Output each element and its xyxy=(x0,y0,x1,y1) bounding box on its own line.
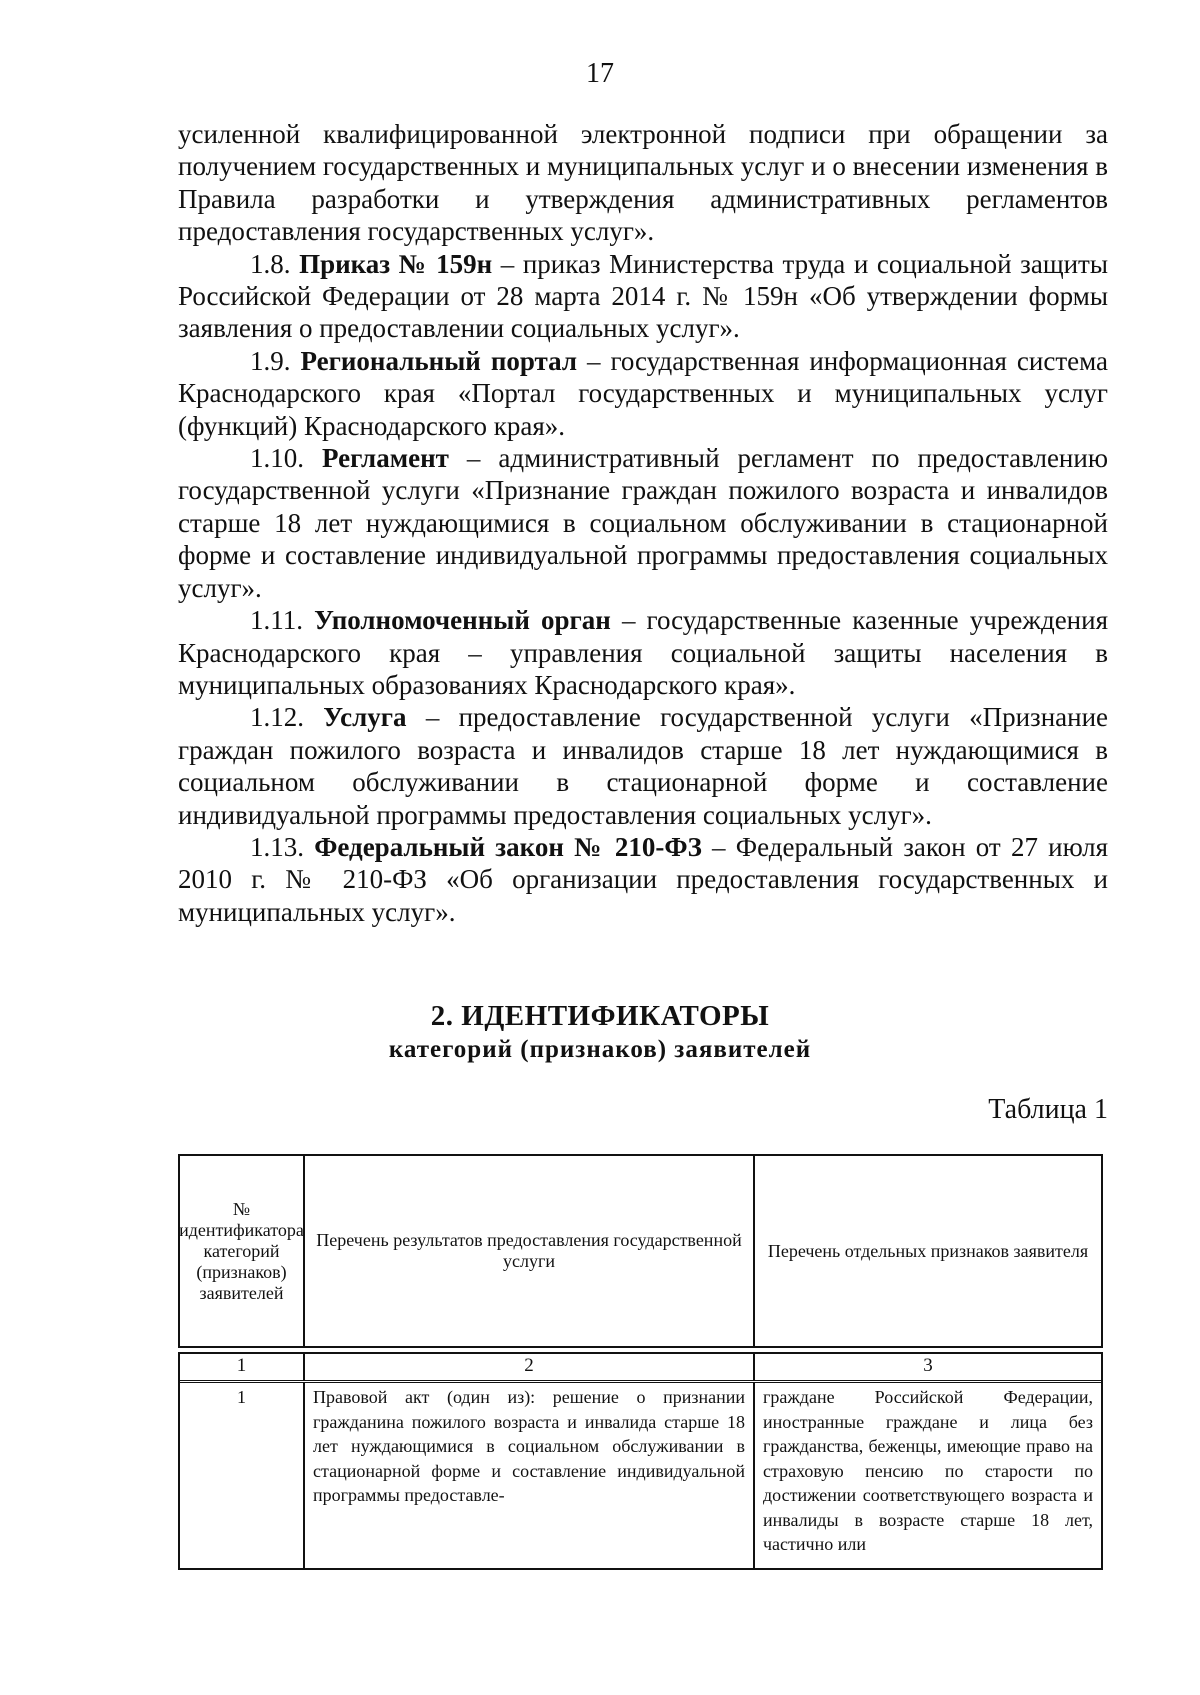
defined-term: Приказ № 159н xyxy=(299,248,493,279)
clause-number: 1.9. xyxy=(250,345,291,376)
clause-number: 1.8. xyxy=(250,248,291,279)
definition-text: – Федеральный закон от 27 июля 2010 г. № 210-ФЗ «Об организации предоставления государственных и муниципальных услуг». xyxy=(178,831,1108,927)
paragraph-1-11 xyxy=(178,604,1108,701)
defined-term: Уполномоченный орган xyxy=(314,605,611,636)
cell-result: Правовой акт (один из): решение о признании гражданина пожилого возраста и инвалида старше 18 лет нуждающимися в социальном обслуживании в стационарной форме и составление индивидуальной программы предоставле- xyxy=(305,1383,755,1568)
cell-id: 1 xyxy=(180,1383,305,1568)
definition-text: – государственная информационная система Краснодарского края «Портал государственных и муниципальных услуг (функций) Краснодарского края». xyxy=(178,345,1108,441)
clause-number: 1.11. xyxy=(250,605,303,636)
defined-term: Услуга xyxy=(323,702,407,733)
table-row xyxy=(180,1383,1101,1568)
body-text xyxy=(178,118,1108,928)
definition-text: – государственные казенные учреждения Краснодарского края – управления социальной защиты населения в муниципальных образованиях Краснодарского края». xyxy=(178,605,1108,700)
section-subtitle: категорий (признаков) заявителей xyxy=(388,1036,812,1063)
cell-signs: граждане Российской Федерации, иностранные граждане и лица без гражданства, беженцы, имеющие право на страховую пенсию по старости по достижении соответствующего возраста и инвалиды в возрасте старше 18 лет, частично или xyxy=(763,1387,1093,1554)
section-title: 2. ИДЕНТИФИКАТОРЫ xyxy=(430,1000,770,1032)
column-number: 1 xyxy=(180,1354,305,1380)
column-number-row xyxy=(180,1354,1101,1383)
header-cell-results: Перечень результатов предоставления государственной услуги xyxy=(305,1156,755,1346)
paragraph-1-9 xyxy=(178,345,1108,442)
column-number: 2 xyxy=(305,1354,755,1380)
column-number: 3 xyxy=(923,1355,933,1376)
defined-term: Регламент xyxy=(322,443,449,474)
table-header xyxy=(178,1154,1103,1348)
header-cell-id: № идентификатора категорий (признаков) заявителей xyxy=(180,1156,305,1346)
clause-number: 1.10. xyxy=(250,443,304,474)
paragraph-1-8 xyxy=(178,248,1108,345)
definition-text: – предоставление государственной услуги «Признание граждан пожилого возраста и инвалидов старше 18 лет нуждающимися в социальном обслуживании в стационарной форме и составление индивидуальной программы предоставления социальных услуг». xyxy=(178,702,1109,830)
table-body xyxy=(178,1352,1103,1570)
defined-term: Федеральный закон № 210-ФЗ xyxy=(314,831,702,862)
page-number: 17 xyxy=(586,58,614,89)
paragraph-1-13 xyxy=(178,831,1108,928)
table-caption: Таблица 1 xyxy=(988,1094,1108,1125)
definition-text: – административный регламент по предоставлению государственной услуги «Признание граждан пожилого возраста и инвалидов старше 18 лет нуждающимися в социальном обслуживании в стационарной форме и составление индивидуальной программы предоставления социальных услуг». xyxy=(178,443,1108,603)
defined-term: Региональный портал xyxy=(300,345,578,376)
clause-number: 1.12. xyxy=(250,702,304,733)
paragraph-intro: усиленной квалифицированной электронной подписи при обращении за получением государственных и муниципальных услуг и о внесении изменения в Правила разработки и утверждения административных регламентов предоставления государственных услуг». xyxy=(178,119,1108,247)
definition-text: – приказ Министерства труда и социальной защиты Российской Федерации от 28 марта 2014 г. № 159н «Об утверждении формы заявления о предоставлении социальных услуг». xyxy=(178,248,1109,344)
paragraph-1-12 xyxy=(178,701,1108,831)
paragraph-1-10 xyxy=(178,442,1108,604)
clause-number: 1.13. xyxy=(250,831,304,862)
header-cell-signs: Перечень отдельных признаков заявителя xyxy=(767,1240,1089,1261)
